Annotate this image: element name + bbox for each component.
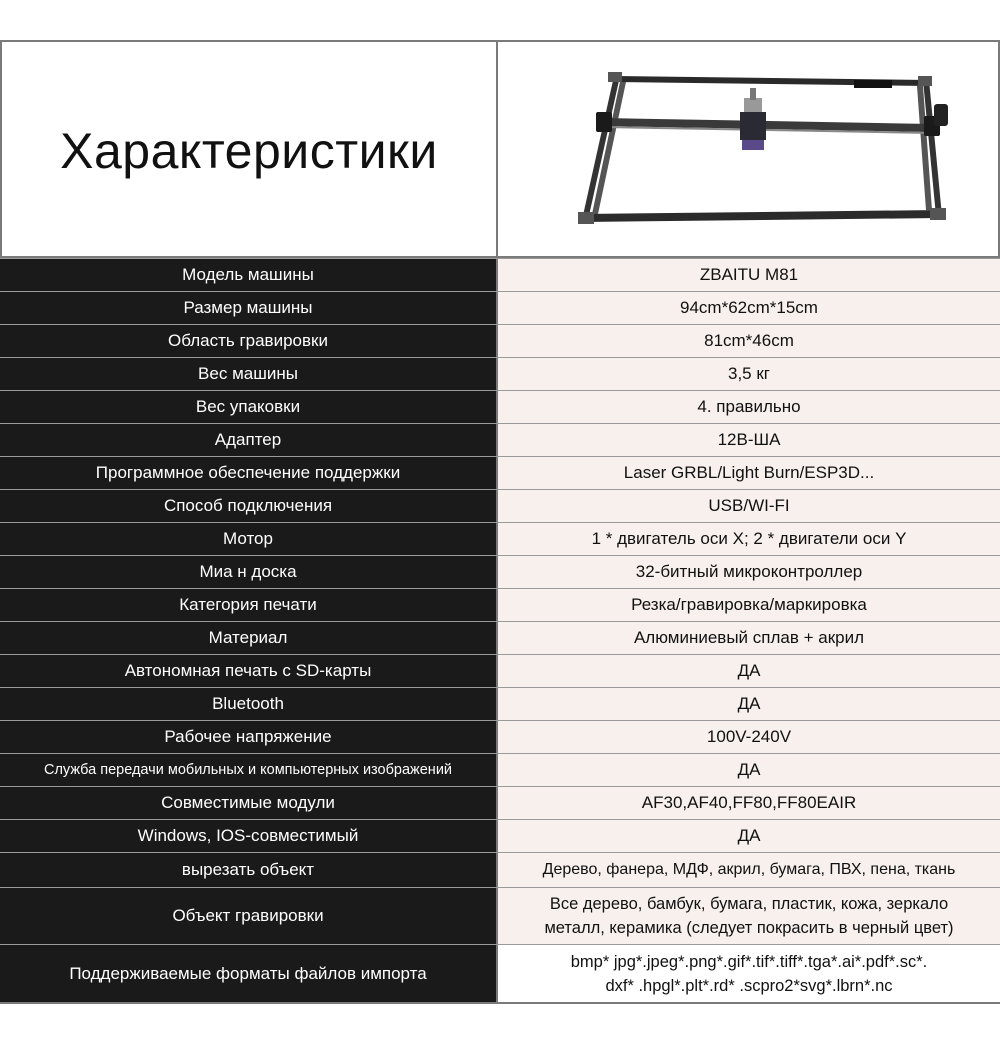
spec-value: 1 * двигатель оси X; 2 * двигатели оси Y <box>498 523 1000 555</box>
product-image-cell <box>498 42 1000 256</box>
spec-label: Способ подключения <box>0 490 498 522</box>
spec-value: ДА <box>498 688 1000 720</box>
spec-value: ZBAITU M81 <box>498 259 1000 291</box>
spec-label: Мотор <box>0 523 498 555</box>
spec-label: Вес машины <box>0 358 498 390</box>
spec-value: Резка/гравировка/маркировка <box>498 589 1000 621</box>
spec-row-image-transfer <box>0 753 1000 786</box>
spec-label: вырезать объект <box>0 853 498 887</box>
spec-value-line: Все дерево, бамбук, бумага, пластик, кожа, зеркало <box>549 895 949 913</box>
spec-value: 4. правильно <box>498 391 1000 423</box>
spec-row-bluetooth <box>0 687 1000 720</box>
laser-engraver-image <box>574 68 954 233</box>
spec-row-voltage <box>0 720 1000 753</box>
spec-row-package-weight <box>0 390 1000 423</box>
spec-value: 94cm*62cm*15cm <box>498 292 1000 324</box>
spec-label: Поддерживаемые форматы файлов импорта <box>0 945 498 1002</box>
spec-label: Windows, IOS-совместимый <box>0 820 498 852</box>
spec-label: Модель машины <box>0 259 498 291</box>
spec-row-file-formats <box>0 944 1000 1002</box>
spec-row-board <box>0 555 1000 588</box>
spec-row-modules <box>0 786 1000 819</box>
spec-value: USB/WI-FI <box>498 490 1000 522</box>
spec-value: AF30,AF40,FF80,FF80EAIR <box>498 787 1000 819</box>
spec-row-cut-objects <box>0 852 1000 887</box>
spec-value: 12В-ША <box>498 424 1000 456</box>
spec-row-area <box>0 324 1000 357</box>
spec-row-os-compat <box>0 819 1000 852</box>
spec-value: Алюминиевый сплав + акрил <box>498 622 1000 654</box>
spec-label: Материал <box>0 622 498 654</box>
spec-row-weight <box>0 357 1000 390</box>
spec-value: ДА <box>498 655 1000 687</box>
spec-value-line: dxf* .hpgl*.plt*.rd* .scpro2*svg*.lbrn*.nc <box>605 976 893 995</box>
spec-label: Размер машины <box>0 292 498 324</box>
spec-label: Bluetooth <box>0 688 498 720</box>
spec-row-print-category <box>0 588 1000 621</box>
spec-label: Автономная печать с SD-карты <box>0 655 498 687</box>
spec-label: Объект гравировки <box>0 888 498 944</box>
spec-row-adapter <box>0 423 1000 456</box>
spec-label: Вес упаковки <box>0 391 498 423</box>
spec-value: ДА <box>498 820 1000 852</box>
spec-label: Программное обеспечение поддержки <box>0 457 498 489</box>
spec-value: 3,5 кг <box>498 358 1000 390</box>
spec-label: Совместимые модули <box>0 787 498 819</box>
spec-label: Миа н доска <box>0 556 498 588</box>
spec-value: 32-битный микроконтроллер <box>498 556 1000 588</box>
spec-value: Дерево, фанера, МДФ, акрил, бумага, ПВХ, пена, ткань <box>498 853 1000 887</box>
spec-sheet <box>0 40 1000 1004</box>
spec-value: 81cm*46cm <box>498 325 1000 357</box>
spec-label: Категория печати <box>0 589 498 621</box>
spec-label: Область гравировки <box>0 325 498 357</box>
spec-row-motor <box>0 522 1000 555</box>
spec-label: Адаптер <box>0 424 498 456</box>
spec-value: Laser GRBL/Light Burn/ESP3D... <box>498 457 1000 489</box>
spec-row-software <box>0 456 1000 489</box>
spec-value: 100V-240V <box>498 721 1000 753</box>
spec-row-sd-card <box>0 654 1000 687</box>
spec-row-connection <box>0 489 1000 522</box>
spec-label: Служба передачи мобильных и компьютерных изображений <box>0 754 498 786</box>
spec-row-material <box>0 621 1000 654</box>
spec-value-line: bmp* jpg*.jpeg*.png*.gif*.tif*.tiff*.tga*.ai*.pdf*.sc*. <box>570 952 928 971</box>
spec-value-line: металл, керамика (следует покрасить в черный цвет) <box>544 919 954 937</box>
spec-value <box>498 945 1000 1002</box>
spec-value: ДА <box>498 754 1000 786</box>
spec-row-model <box>0 258 1000 291</box>
spec-header <box>0 42 1000 258</box>
title-cell <box>0 42 498 256</box>
spec-row-size <box>0 291 1000 324</box>
spec-row-engrave-objects <box>0 887 1000 944</box>
spec-value <box>498 888 1000 944</box>
spec-label: Рабочее напряжение <box>0 721 498 753</box>
page-title: Характеристики <box>60 123 438 179</box>
